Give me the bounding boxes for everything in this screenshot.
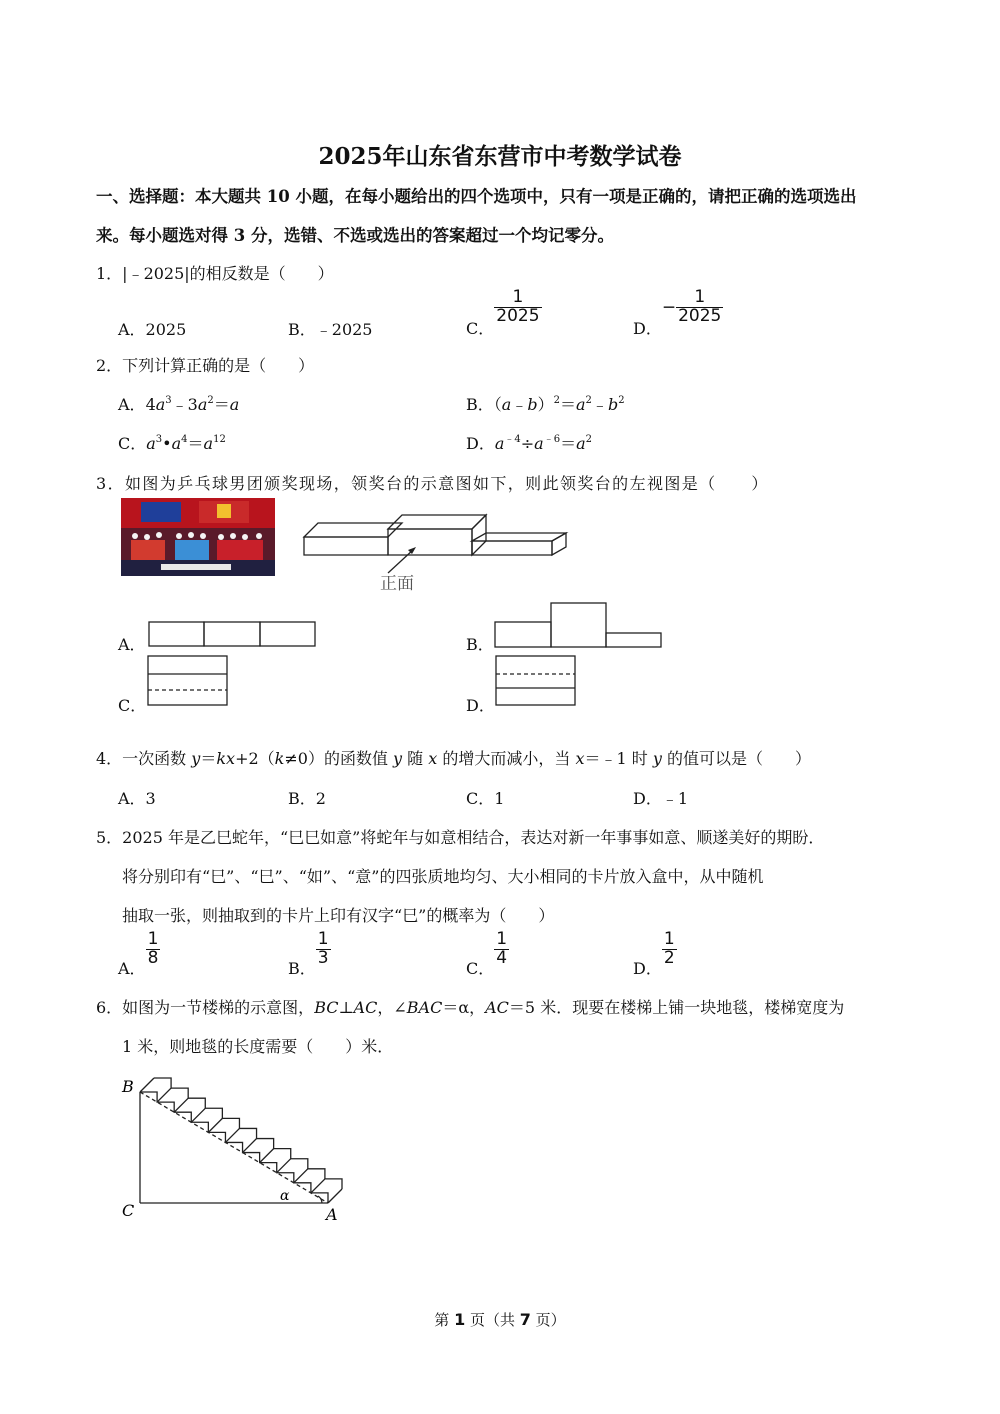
- q3-option-b-figure: [494, 601, 664, 649]
- q3-option-a-figure: [148, 620, 318, 648]
- angle-alpha-arc: [318, 1196, 322, 1203]
- photo-illustration: [121, 498, 275, 576]
- label-a: A: [326, 1205, 338, 1224]
- footer-page-number: 1: [454, 1310, 466, 1329]
- staircase-lines: [140, 1078, 342, 1203]
- front-label: 正面: [380, 574, 414, 594]
- stair-edge: [294, 1169, 308, 1183]
- staircase-diagram: [110, 1058, 360, 1230]
- stair-edge: [174, 1098, 188, 1112]
- stair-edge: [328, 1189, 342, 1203]
- podium-right-side: [552, 533, 566, 555]
- q1-option-b: B．﹣2025: [288, 320, 373, 339]
- page-title: 2025年山东省东营市中考数学试卷: [318, 143, 682, 170]
- q3-option-a-label: A．: [118, 635, 146, 654]
- q4-option-b: B．2: [288, 789, 326, 808]
- q1-c-denominator: 2025: [496, 305, 540, 326]
- section-header-line1: 一、选择题：本大题共 10 小题，在每小题给出的四个选项中，只有一项是正确的，请把正确的选项选出: [96, 187, 857, 206]
- q5-a-denominator: 8: [147, 947, 159, 968]
- stair-edge: [208, 1118, 222, 1132]
- q3-option-d-figure: [494, 654, 578, 708]
- q1-d-numerator: 1: [694, 287, 706, 307]
- q3-option-d-label: D．: [466, 696, 495, 715]
- podium-center-front: [388, 529, 472, 555]
- q3-option-c-label: C．: [118, 696, 147, 715]
- q3-option-c-figure: [146, 654, 230, 708]
- q1-option-d-label: D．: [633, 318, 662, 338]
- q5-option-a: [118, 931, 160, 979]
- q1-stem: 1．|﹣2025|的相反数是（ ）: [96, 264, 334, 283]
- q1-option-a: A．2025: [118, 320, 187, 339]
- q5-a-label: A．: [118, 958, 146, 978]
- podium-left-top: [304, 523, 402, 537]
- q5-line3: 抽取一张，则抽取到的卡片上印有汉字“巳”的概率为（ ）: [122, 906, 555, 925]
- podium-diagram: [296, 505, 576, 600]
- q2-b-label: B．: [466, 395, 494, 414]
- label-c: C: [122, 1201, 135, 1220]
- q5-d-label: D．: [633, 958, 662, 978]
- q5-b-fraction: [316, 931, 331, 968]
- page-footer: [0, 1309, 1000, 1330]
- q4-option-a: A．3: [118, 789, 156, 808]
- q5-line1: 5．2025 年是乙巳蛇年，“巳巳如意”将蛇年与如意相结合，表达对新一年事事如意、顺遂美好的期盼．: [96, 828, 825, 847]
- q5-c-numerator: 1: [496, 929, 508, 949]
- q5-line2: 将分别印有“巳”、“巳”、“如”、“意”的四张质地均匀、大小相同的卡片放入盒中，从中随机: [122, 867, 764, 886]
- q5-d-fraction: [662, 931, 677, 968]
- stair-edge: [191, 1108, 205, 1122]
- q2-stem: 2．下列计算正确的是（ ）: [96, 356, 315, 375]
- stair-edge: [311, 1179, 325, 1193]
- q4-option-d: D．﹣1: [633, 789, 689, 808]
- label-alpha: α: [280, 1188, 290, 1204]
- footer-pre: 第: [434, 1311, 455, 1329]
- section-header-line2: 来。每小题选对得 3 分，选错、不选或选出的答案超过一个均记零分。: [96, 226, 614, 245]
- footer-post: 页）: [530, 1311, 566, 1329]
- stair-edge: [225, 1128, 239, 1142]
- q1-option-c-fraction: [494, 289, 541, 326]
- q3-option-b-label: B．: [466, 635, 494, 654]
- q5-option-d: [633, 931, 677, 979]
- q5-b-numerator: 1: [317, 929, 329, 949]
- stair-edge: [243, 1139, 257, 1153]
- q2-d-label: D．: [466, 434, 495, 453]
- q2-a-label: A．: [118, 395, 146, 414]
- stair-edge: [140, 1078, 154, 1092]
- podium-center-top: [388, 515, 486, 529]
- q4-stem-prefix: 4．一次函数: [96, 749, 192, 768]
- q2-option-a: A．$4a^3﹣3a^2=a$: [118, 395, 240, 414]
- q5-a-fraction: [146, 931, 161, 968]
- q3-stem: 3．如图为乒乓球男团颁奖现场，领奖台的示意图如下，则此领奖台的左视图是（ ）: [96, 474, 769, 493]
- q2-option-d: D．$a^{﹣4}\div a^{﹣6}=a^2$: [466, 434, 593, 453]
- q1-option-c: [466, 289, 542, 339]
- stair-back-profile: [154, 1078, 342, 1189]
- q2-option-c: C．$a^3•a^4=a^{12}$: [118, 434, 226, 453]
- front-arrow-line: [388, 549, 414, 573]
- podium-center-side: [472, 515, 486, 555]
- q5-d-denominator: 2: [663, 947, 675, 968]
- q5-d-numerator: 1: [663, 929, 675, 949]
- stair-edge: [260, 1149, 274, 1163]
- q5-b-denominator: 3: [317, 947, 329, 968]
- q5-b-label: B．: [288, 958, 316, 978]
- q6-line2: 1 米，则地毯的长度需要（ ）米．: [122, 1037, 394, 1056]
- q5-a-numerator: 1: [147, 929, 159, 949]
- q1-option-d-fraction: [676, 289, 723, 326]
- footer-mid: 页（共: [465, 1311, 520, 1329]
- q5-option-c: [466, 931, 509, 979]
- hypotenuse-ba: [140, 1092, 328, 1203]
- stair-edge: [277, 1159, 291, 1173]
- q1-d-sign: −: [661, 297, 677, 318]
- q6-line1: 6．如图为一节楼梯的示意图，BC⊥AC，∠BAC＝α，AC＝5 米．现要在楼梯上铺一块地毯，楼梯宽度为: [96, 998, 845, 1017]
- footer-total-pages: 7: [519, 1310, 531, 1329]
- q2-c-label: C．: [118, 434, 147, 453]
- q1-option-c-label: C．: [466, 318, 495, 338]
- award-ceremony-photo: [121, 498, 275, 576]
- q5-c-fraction: [494, 931, 509, 968]
- label-b: B: [122, 1077, 134, 1096]
- q5-option-b: [288, 931, 331, 979]
- q2-option-b: B．$(a﹣b)^2=a^2﹣b^2$: [466, 395, 625, 414]
- q1-option-d: [633, 289, 723, 339]
- q4-stem: 4．一次函数 y＝kx+2（k≠0）的函数值 y 随 x 的增大而减小，当 x＝﹣1 时 y 的值可以是（ ）: [96, 749, 812, 768]
- podium-left-front: [304, 537, 388, 555]
- q5-c-label: C．: [466, 958, 495, 978]
- stair-edge: [157, 1088, 171, 1102]
- q4-stem-suffix: 的值可以是（ ）: [667, 749, 812, 768]
- q1-d-denominator: 2025: [678, 305, 722, 326]
- q4-option-c: C．1: [466, 789, 505, 808]
- q1-c-numerator: 1: [512, 287, 524, 307]
- q5-c-denominator: 4: [496, 947, 508, 968]
